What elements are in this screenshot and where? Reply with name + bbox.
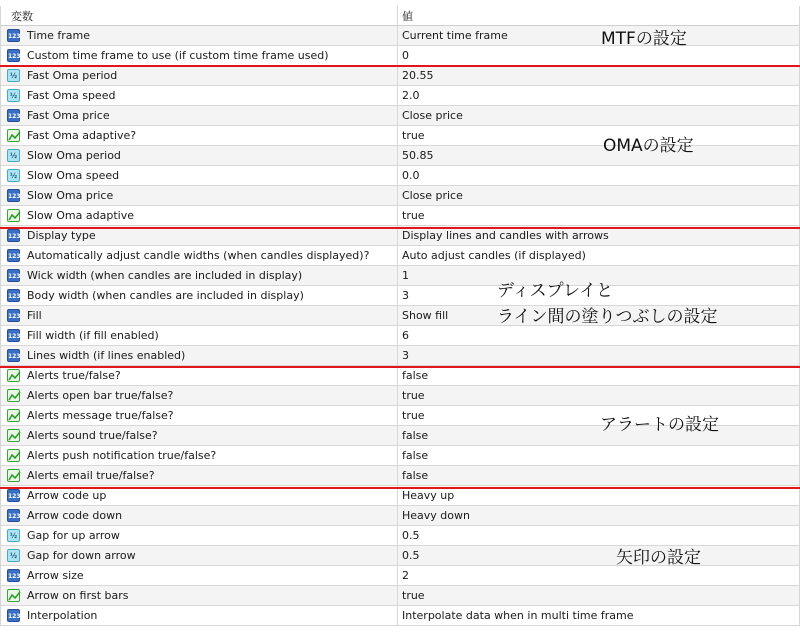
variable-name: Slow Oma adaptive xyxy=(27,209,134,222)
variable-cell[interactable] xyxy=(1,506,398,525)
separator-line xyxy=(0,366,800,368)
variable-value: Show fill xyxy=(402,309,449,322)
variable-cell[interactable] xyxy=(1,466,398,485)
value-cell[interactable] xyxy=(398,246,799,265)
annotation-display-line1: ディスプレイと xyxy=(497,281,614,301)
int-icon: 123 xyxy=(7,489,20,502)
variable-value: Close price xyxy=(402,109,463,122)
variable-cell[interactable] xyxy=(1,66,398,85)
variable-cell[interactable] xyxy=(1,426,398,445)
table-row[interactable] xyxy=(1,366,799,386)
variable-value: 0.5 xyxy=(402,549,420,562)
variable-name: Slow Oma price xyxy=(27,189,114,202)
table-row[interactable] xyxy=(1,206,799,226)
value-cell[interactable] xyxy=(398,346,799,365)
table-row[interactable] xyxy=(1,346,799,366)
variable-name: Fill xyxy=(27,309,42,322)
variable-name: Time frame xyxy=(27,29,91,42)
variable-name: Arrow on first bars xyxy=(27,589,129,602)
value-cell[interactable] xyxy=(398,66,799,85)
variable-cell[interactable] xyxy=(1,246,398,265)
int-icon: 123 xyxy=(7,49,20,62)
variable-cell[interactable] xyxy=(1,386,398,405)
variable-cell[interactable] xyxy=(1,186,398,205)
annotation-mtf: MTFの設定 xyxy=(601,29,687,49)
variable-value: false xyxy=(402,449,429,462)
double-icon: ½ xyxy=(7,529,20,542)
int-icon: 123 xyxy=(7,569,20,582)
variable-name: Gap for up arrow xyxy=(27,529,120,542)
annotation-alert: アラートの設定 xyxy=(600,415,719,435)
bool-icon xyxy=(7,589,20,602)
table-row[interactable] xyxy=(1,106,799,126)
variable-name: Body width (when candles are included in display) xyxy=(27,289,304,302)
variable-value: 0.0 xyxy=(402,169,420,182)
table-row[interactable] xyxy=(1,246,799,266)
variable-value: Heavy down xyxy=(402,509,470,522)
variable-cell[interactable] xyxy=(1,86,398,105)
separator-line xyxy=(0,65,800,67)
variable-cell[interactable] xyxy=(1,546,398,565)
double-icon: ½ xyxy=(7,549,20,562)
int-icon: 123 xyxy=(7,29,20,42)
table-row[interactable] xyxy=(1,386,799,406)
value-cell[interactable] xyxy=(398,46,799,65)
table-row[interactable] xyxy=(1,586,799,606)
value-cell[interactable] xyxy=(398,566,799,585)
variable-name: Wick width (when candles are included in display) xyxy=(27,269,303,282)
int-icon: 123 xyxy=(7,329,20,342)
variable-cell[interactable] xyxy=(1,606,398,625)
table-row[interactable] xyxy=(1,446,799,466)
int-icon: 123 xyxy=(7,229,20,242)
variable-column-header[interactable]: 変数 xyxy=(1,6,398,25)
variable-name: Alerts push notification true/false? xyxy=(27,449,217,462)
int-icon: 123 xyxy=(7,309,20,322)
variable-cell[interactable] xyxy=(1,566,398,585)
int-icon: 123 xyxy=(7,109,20,122)
bool-icon xyxy=(7,389,20,402)
variable-name: Automatically adjust candle widths (when candles displayed)? xyxy=(27,249,370,262)
value-cell[interactable] xyxy=(398,406,799,425)
bool-icon xyxy=(7,449,20,462)
variable-cell[interactable] xyxy=(1,306,398,325)
value-cell[interactable] xyxy=(398,186,799,205)
variable-value: false xyxy=(402,469,429,482)
variable-name: Fast Oma price xyxy=(27,109,110,122)
value-cell[interactable] xyxy=(398,386,799,405)
variable-name: Fast Oma period xyxy=(27,69,118,82)
variable-cell[interactable] xyxy=(1,366,398,385)
variable-value: 0 xyxy=(402,49,409,62)
variable-name: Fast Oma adaptive? xyxy=(27,129,137,142)
variable-name: Alerts true/false? xyxy=(27,369,121,382)
variable-cell[interactable] xyxy=(1,326,398,345)
value-cell[interactable] xyxy=(398,146,799,165)
table-row[interactable] xyxy=(1,326,799,346)
value-cell[interactable] xyxy=(398,326,799,345)
variable-cell[interactable] xyxy=(1,126,398,145)
variable-cell[interactable] xyxy=(1,46,398,65)
variable-cell[interactable] xyxy=(1,346,398,365)
variable-name: Alerts open bar true/false? xyxy=(27,389,174,402)
annotation-arrow: 矢印の設定 xyxy=(616,548,701,568)
variable-value: 6 xyxy=(402,329,409,342)
bool-icon xyxy=(7,429,20,442)
value-cell[interactable] xyxy=(398,606,799,625)
int-icon: 123 xyxy=(7,269,20,282)
variable-value: 1 xyxy=(402,269,409,282)
variable-name: Gap for down arrow xyxy=(27,549,136,562)
variable-value: Display lines and candles with arrows xyxy=(402,229,609,242)
value-cell[interactable] xyxy=(398,106,799,125)
variable-name: Interpolation xyxy=(27,609,98,622)
variable-cell[interactable] xyxy=(1,26,398,45)
variable-name: Slow Oma period xyxy=(27,149,121,162)
table-row[interactable] xyxy=(1,86,799,106)
variable-value: Close price xyxy=(402,189,463,202)
value-cell[interactable] xyxy=(398,126,799,145)
value-cell[interactable] xyxy=(398,446,799,465)
variable-name: Alerts message true/false? xyxy=(27,409,174,422)
int-icon: 123 xyxy=(7,609,20,622)
variable-value: Interpolate data when in multi time frame xyxy=(402,609,634,622)
int-icon: 123 xyxy=(7,349,20,362)
table-header xyxy=(1,6,799,26)
double-icon: ½ xyxy=(7,169,20,182)
annotation-display-line2: ライン間の塗りつぶしの設定 xyxy=(497,307,718,327)
variable-value: false xyxy=(402,429,429,442)
variable-name: Lines width (if lines enabled) xyxy=(27,349,186,362)
table-row[interactable] xyxy=(1,226,799,246)
value-cell[interactable] xyxy=(398,586,799,605)
variable-name: Arrow code up xyxy=(27,489,107,502)
value-cell[interactable] xyxy=(398,86,799,105)
variable-name: Arrow code down xyxy=(27,509,123,522)
variable-name: Arrow size xyxy=(27,569,84,582)
table-row[interactable] xyxy=(1,566,799,586)
variable-name: Alerts sound true/false? xyxy=(27,429,158,442)
variable-value: true xyxy=(402,389,425,402)
variable-value: true xyxy=(402,589,425,602)
int-icon: 123 xyxy=(7,289,20,302)
value-cell[interactable] xyxy=(398,26,799,45)
variable-value: Current time frame xyxy=(402,29,508,42)
variable-value: true xyxy=(402,409,425,422)
value-column-header[interactable]: 値 xyxy=(402,9,413,23)
table-row[interactable] xyxy=(1,186,799,206)
bool-icon xyxy=(7,209,20,222)
variable-value: 3 xyxy=(402,349,409,362)
value-cell[interactable] xyxy=(398,366,799,385)
double-icon: ½ xyxy=(7,89,20,102)
variable-name: Display type xyxy=(27,229,96,242)
variable-name: Custom time frame to use (if custom time frame used) xyxy=(27,49,329,62)
variable-cell[interactable] xyxy=(1,146,398,165)
variable-value: 3 xyxy=(402,289,409,302)
variable-value: true xyxy=(402,209,425,222)
table-row[interactable] xyxy=(1,46,799,66)
variable-value: Heavy up xyxy=(402,489,455,502)
variable-cell[interactable] xyxy=(1,586,398,605)
variable-cell[interactable] xyxy=(1,206,398,225)
variable-cell[interactable] xyxy=(1,286,398,305)
annotation-oma: OMAの設定 xyxy=(603,136,694,156)
variable-value: 50.85 xyxy=(402,149,434,162)
variable-cell[interactable] xyxy=(1,526,398,545)
value-cell[interactable] xyxy=(398,206,799,225)
variable-cell[interactable] xyxy=(1,266,398,285)
table-row[interactable] xyxy=(1,606,799,626)
double-icon: ½ xyxy=(7,69,20,82)
variable-value: false xyxy=(402,369,429,382)
table-row[interactable] xyxy=(1,66,799,86)
table-row[interactable] xyxy=(1,506,799,526)
table-row[interactable] xyxy=(1,466,799,486)
separator-line xyxy=(0,227,800,229)
variable-cell[interactable] xyxy=(1,166,398,185)
value-cell[interactable] xyxy=(398,166,799,185)
table-row[interactable] xyxy=(1,486,799,506)
variable-cell[interactable] xyxy=(1,446,398,465)
variable-cell[interactable] xyxy=(1,406,398,425)
variable-value: 2 xyxy=(402,569,409,582)
variable-value: true xyxy=(402,129,425,142)
bool-icon xyxy=(7,369,20,382)
int-icon: 123 xyxy=(7,509,20,522)
bool-icon xyxy=(7,409,20,422)
variable-value: 20.55 xyxy=(402,69,434,82)
bool-icon xyxy=(7,469,20,482)
variable-cell[interactable] xyxy=(1,106,398,125)
variable-value: 2.0 xyxy=(402,89,420,102)
value-cell[interactable] xyxy=(398,546,799,565)
bool-icon xyxy=(7,129,20,142)
int-icon: 123 xyxy=(7,189,20,202)
value-cell[interactable] xyxy=(398,506,799,525)
variable-value: Auto adjust candles (if displayed) xyxy=(402,249,586,262)
separator-line xyxy=(0,487,800,489)
double-icon: ½ xyxy=(7,149,20,162)
variable-name: Alerts email true/false? xyxy=(27,469,155,482)
variable-name: Slow Oma speed xyxy=(27,169,120,182)
variable-value: 0.5 xyxy=(402,529,420,542)
variable-name: Fast Oma speed xyxy=(27,89,116,102)
value-cell[interactable] xyxy=(398,526,799,545)
int-icon: 123 xyxy=(7,249,20,262)
value-cell[interactable] xyxy=(398,426,799,445)
value-cell[interactable] xyxy=(398,466,799,485)
variable-name: Fill width (if fill enabled) xyxy=(27,329,159,342)
table-row[interactable] xyxy=(1,166,799,186)
table-row[interactable] xyxy=(1,266,799,286)
